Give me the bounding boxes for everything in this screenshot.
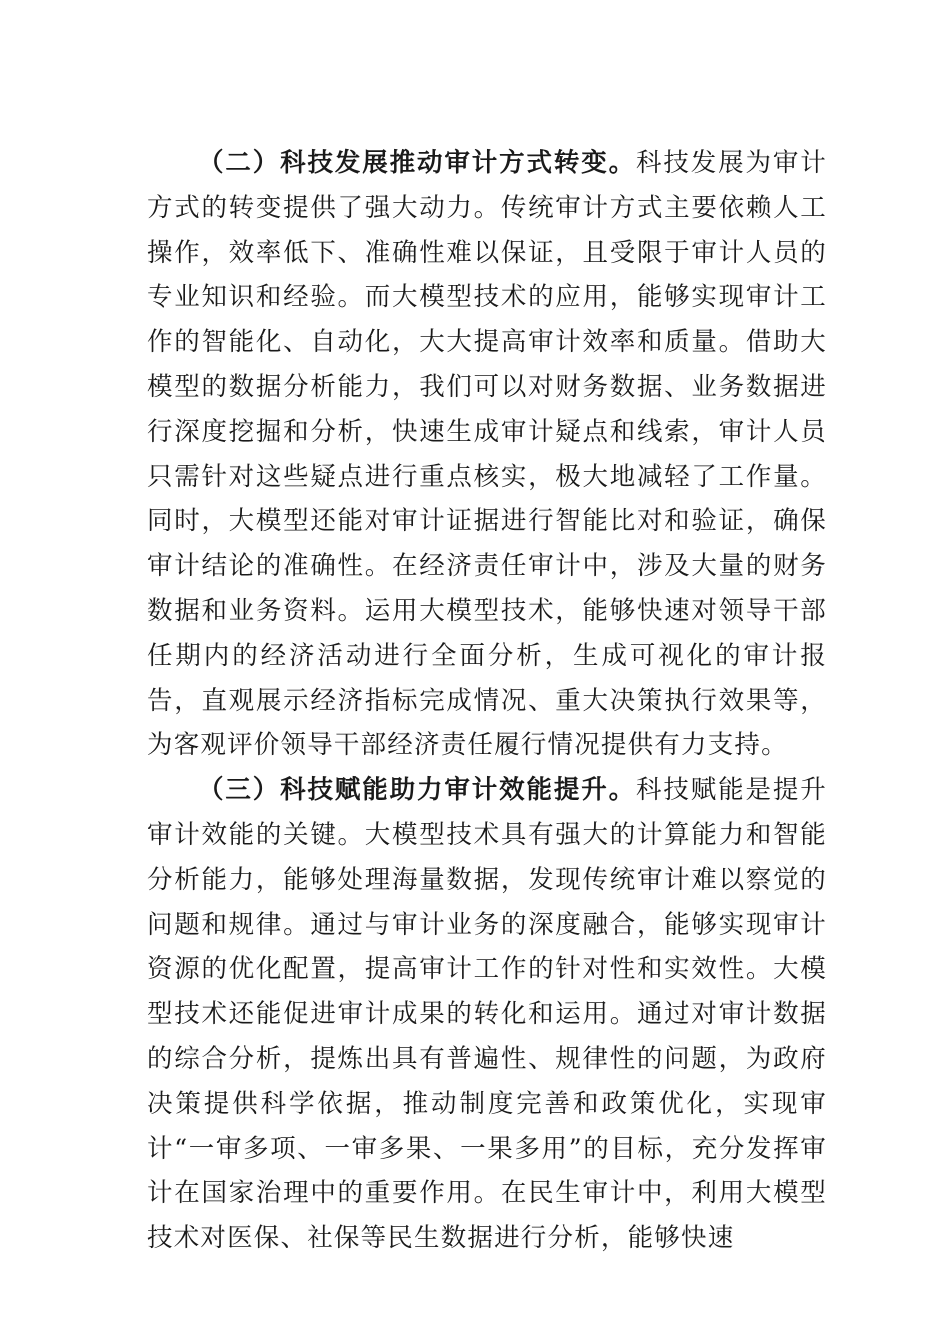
- section-heading-2: （二）科技发展推动审计方式转变。: [198, 148, 637, 178]
- document-body: [147, 141, 827, 1261]
- paragraph-text-3: 科技赋能是提升审计效能的关键。大模型技术具有强大的计算能力和智能分析能力，能够处理海量数据，发现传统审计难以察觉的问题和规律。通过与审计业务的深度融合，能够实现审计资源的优化配置，提高审计工作的针对性和实效性。大模型技术还能促进审计成果的转化和运用。通过对审计数据的综合分析，提炼出具有普遍性、规律性的问题，为政府决策提供科学依据，推动制度完善和政策优化，实现审计“一审多项、一审多果、一果多用”的目标，充分发挥审计在国家治理中的重要作用。在民生审计中，利用大模型技术对医保、社保等民生数据进行分析，能够快速: [147, 775, 827, 1254]
- paragraph-3: [147, 768, 827, 1261]
- paragraph-text-2: 科技发展为审计方式的转变提供了强大动力。传统审计方式主要依赖人工操作，效率低下、准确性难以保证，且受限于审计人员的专业知识和经验。而大模型技术的应用，能够实现审计工作的智能化、自动化，大大提高审计效率和质量。借助大模型的数据分析能力，我们可以对财务数据、业务数据进行深度挖掘和分析，快速生成审计疑点和线索，审计人员只需针对这些疑点进行重点核实，极大地减轻了工作量。同时，大模型还能对审计证据进行智能比对和验证，确保审计结论的准确性。在经济责任审计中，涉及大量的财务数据和业务资料。运用大模型技术，能够快速对领导干部任期内的经济活动进行全面分析，生成可视化的审计报告，直观展示经济指标完成情况、重大决策执行效果等，为客观评价领导干部经济责任履行情况提供有力支持。: [147, 148, 827, 761]
- section-heading-3: （三）科技赋能助力审计效能提升。: [198, 775, 637, 806]
- paragraph-2: [147, 141, 827, 768]
